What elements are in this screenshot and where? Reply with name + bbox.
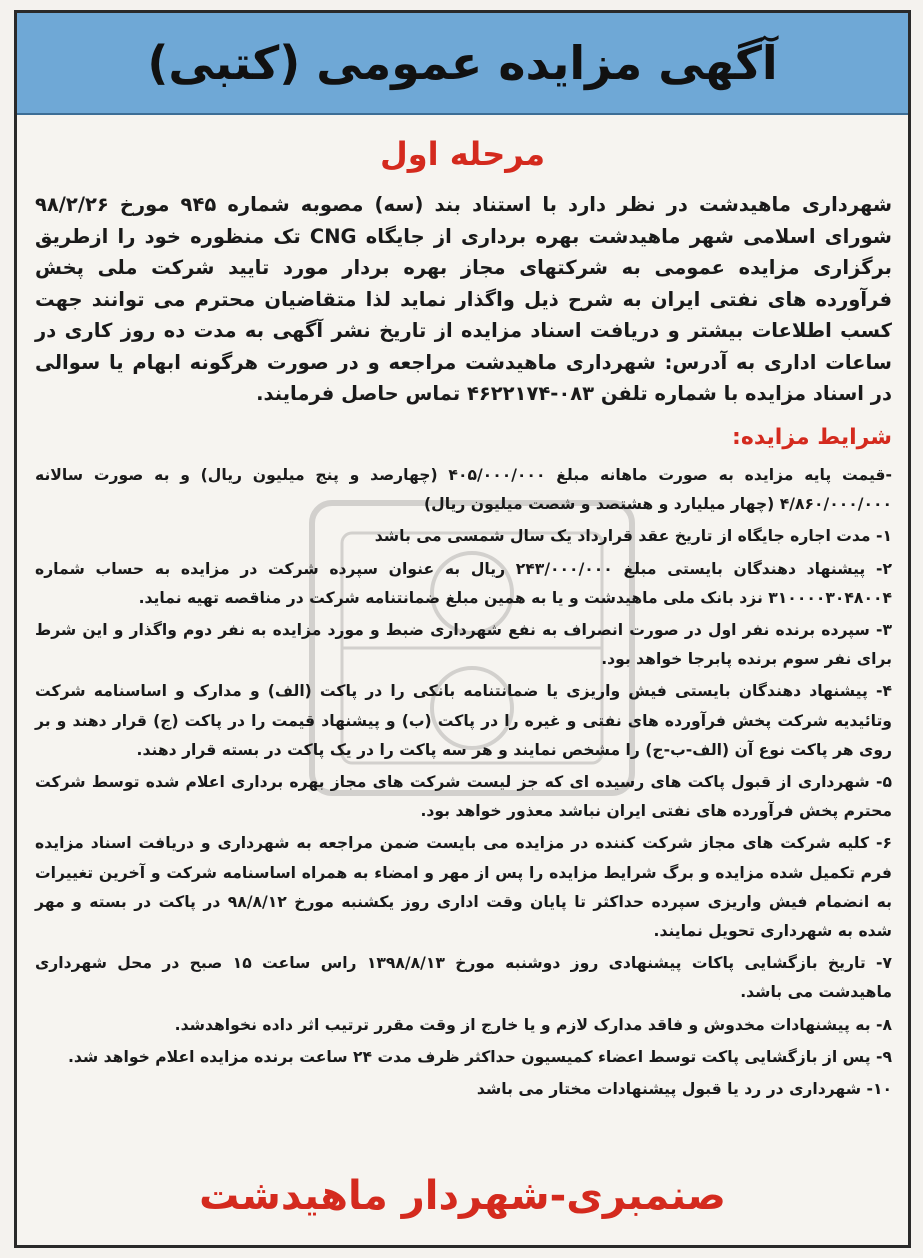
conditions-heading: شرایط مزایده: [732,425,892,450]
list-item: ۵- شهرداری از قبول پاکت های رسیده ای که جز لیست شرکت های مجاز بهره برداری اعلام شده توسط شرکت محترم پخش فرآورده های نفتی ایران نباشد معذور خواهد بود. [35,773,892,821]
stage-subtitle: مرحله اول [379,135,545,173]
list-item: ۸- به پیشنهادات مخدوش و فاقد مدارک لازم و یا خارج از وقت مقرر ترتیب اثر داده نخواهدشد. [174,1015,892,1034]
intro-paragraph: شهرداری ماهیدشت در نظر دارد با استناد بند (سه) مصوبه شماره ۹۴۵ مورخ ۹۸/۲/۲۶ شورای اسلامی شهر ماهیدشت بهره برداری از جایگاه CNG تک منظوره خود را ازطریق برگزاری مزایده عمومی به شرکتهای مجاز بهره بردار مورد تایید شرکت ملی پخش فرآورده های نفتی ایران به شرح ذیل واگذار نماید لذا متقاضیان محترم می توانند جهت کسب اطلاعات بیشتر و دریافت اسناد مزایده از تاریخ نشر آگهی به مدت ده روز کاری در ساعات اداری به آدرس: شهرداری ماهیدشت مراجعه و در صورت هرگونه ابهام یا سوالی در اسناد مزایده با شماره تلفن ۰۸۳-۴۶۲۲۱۷۴ تماس حاصل فرمایند. [35,193,892,405]
list-item: ۶- کلیه شرکت های مجاز شرکت کننده در مزایده می بایست ضمن مراجعه به شهرداری و دریافت اسناد مزایده فرم تکمیل شده مزایده و برگ شرایط مزایده را پس از مهر و امضاء به همراه اساسنامه شرکت و آخرین تغییرات به انضمام فیش واریزی سپرده حداکثر تا پایان وقت اداری روز یکشنبه مورخ ۹۸/۸/۱۲ در پاکت در بسته و مهر شده به شهرداری تحویل نمایند. [35,834,892,941]
list-item: -قیمت پایه مزایده به صورت ماهانه مبلغ ۴۰۵/۰۰۰/۰۰۰ (چهارصد و پنج میلیون ریال) و به صورت سالانه ۴/۸۶۰/۰۰۰/۰۰۰ (چهار میلیارد و هشتصد و شصت میلیون ریال) [35,466,892,514]
notice-frame [14,10,911,1248]
list-item: ۲- پیشنهاد دهندگان بایستی مبلغ ۲۴۳/۰۰۰/۰۰۰ ریال به عنوان سپرده شرکت در مزایده به حساب شماره ۳۱۰۰۰۰۳۰۴۸۰۰۴ نزد بانک ملی ماهیدشت و یا به همین مبلغ ضمانتنامه شرکت در مناقصه تهیه نماید. [35,559,892,607]
list-item: ۱- مدت اجاره جایگاه از تاریخ عقد قرارداد یک سال شمسی می باشد [374,527,892,546]
conditions-list [35,461,892,1107]
header-band [17,13,908,115]
notice-title: آگهی مزایده عمومی (کتبی) [147,36,778,90]
signature: صنمبری-شهردار ماهیدشت [199,1173,726,1219]
list-item: ۳- سپرده برنده نفر اول در صورت انصراف به نفع شهرداری ضبط و مورد مزایده به نفر دوم واگذار و این شرط برای نفر سوم برنده پابرجا خواهد بود. [35,621,892,669]
list-item: ۹- پس از بازگشایی پاکت توسط اعضاء کمیسیون حداکثر ظرف مدت ۲۴ ساعت برنده مزایده اعلام خواهد شد. [67,1047,892,1066]
list-item: ۱۰- شهرداری در رد یا قبول پیشنهادات مختار می باشد [476,1080,892,1099]
list-item: ۴- پیشنهاد دهندگان بایستی فیش واریزی یا ضمانتنامه بانکی را در پاکت (الف) و مدارک و اساسنامه شرکت وتائیدیه شرکت پخش فرآورده های نفتی و غیره را در پاکت (ب) و پیشنهاد قیمت را در پاکت (ج) قرار دهند و بر روی هر پاکت نوع آن (الف-ب-ج) را مشخص نمایند و هر سه پاکت را در یک پاکت در بسته قرار دهند. [35,682,892,759]
list-item: ۷- تاریخ بازگشایی پاکات پیشنهادی روز دوشنبه مورخ ۱۳۹۸/۸/۱۳ راس ساعت ۱۵ صبح در محل شهرداری ماهیدشت می باشد. [35,954,892,1002]
